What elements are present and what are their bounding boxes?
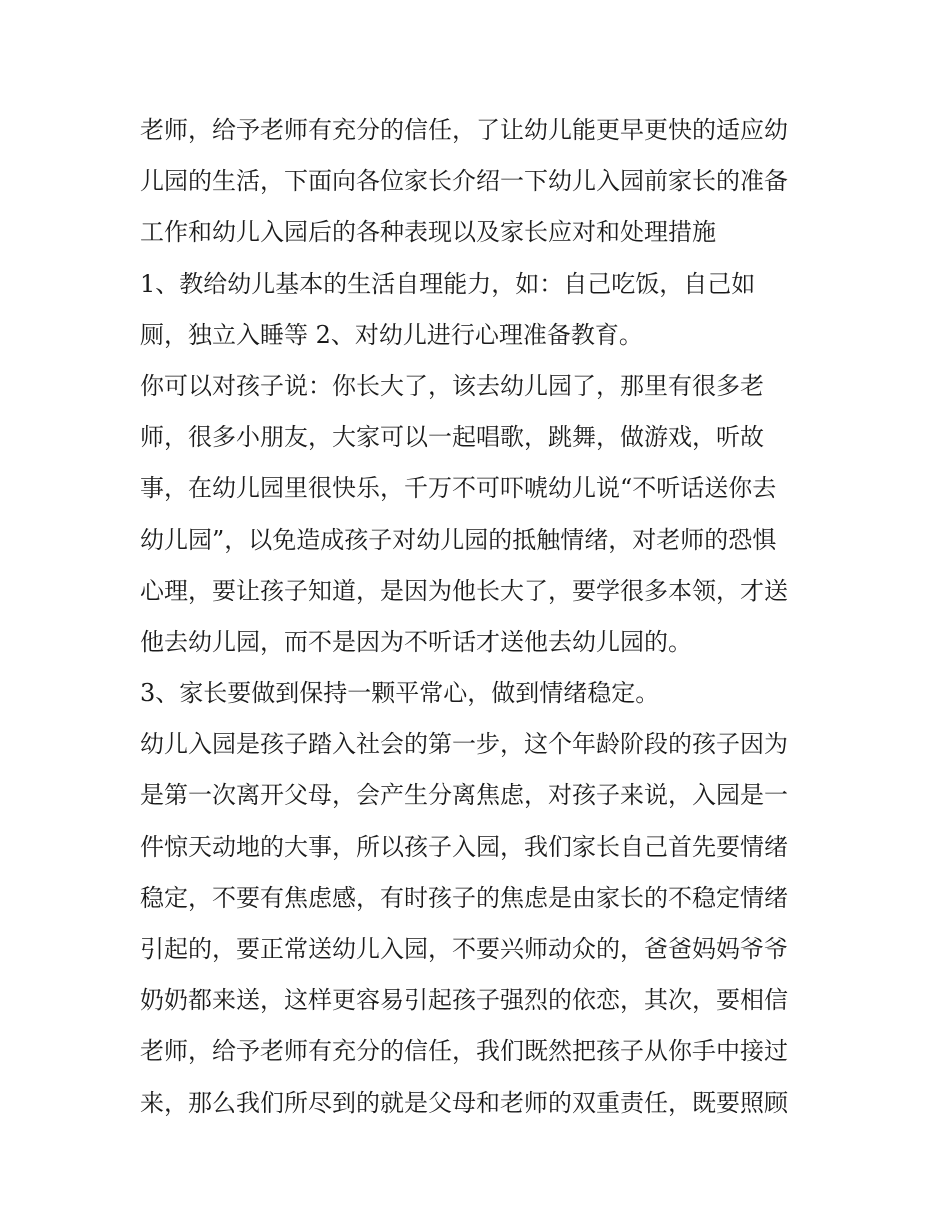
text-line: 来，那么我们所尽到的就是父母和老师的双重责任，既要照顾: [140, 1088, 788, 1117]
text-line: 引起的，要正常送幼儿入园，不要兴师动众的，爸爸妈妈爷爷: [140, 935, 788, 963]
text-line: 厕，独立入睡等 2、对幼儿进行心理准备教育。: [140, 320, 643, 349]
text-line: 你可以对孩子说：你长大了，该去幼儿园了，那里有很多老: [140, 371, 764, 400]
text-line: 幼儿园”，以免造成孩子对幼儿园的抵触情绪，对老师的恐惧: [140, 525, 777, 554]
text-line: 奶奶都来送，这样更容易引起孩子强烈的依恋，其次，要相信: [140, 986, 788, 1015]
text-line: 1、教给幼儿基本的生活自理能力，如：自己吃饭，自己如: [140, 269, 756, 298]
text-line: 心理，要让孩子知道，是因为他长大了，要学很多本领，才送: [140, 576, 788, 605]
text-line: 老师，给予老师有充分的信任，我们既然把孩子从你手中接过: [140, 1037, 788, 1066]
text-line: 儿园的生活，下面向各位家长介绍一下幼儿入园前家长的准备: [140, 167, 788, 196]
text-line: 是第一次离开父母，会产生分离焦虑，对孩子来说，入园是一: [140, 781, 788, 810]
text-line: 他去幼儿园，而不是因为不听话才送他去幼儿园的。: [140, 627, 692, 656]
text-line: 事，在幼儿园里很快乐，千万不可吓唬幼儿说“不听话送你去: [140, 474, 777, 503]
body-text: [140, 105, 820, 1129]
text-line: 3、家长要做到保持一颗平常心，做到情绪稳定。: [140, 679, 660, 708]
text-line: 件惊天动地的大事，所以孩子入园，我们家长自己首先要情绪: [140, 832, 788, 861]
text-line: 老师，给予老师有充分的信任，了让幼儿能更早更快的适应幼: [140, 116, 788, 144]
text-line: 师，很多小朋友，大家可以一起唱歌，跳舞，做游戏，听故: [140, 423, 764, 452]
text-line: 幼儿入园是孩子踏入社会的第一步，这个年龄阶段的孩子因为: [140, 730, 788, 759]
text-line: 工作和幼儿入园后的各种表现以及家长应对和处理措施: [140, 218, 716, 247]
text-line: 稳定，不要有焦虑感，有时孩子的焦虑是由家长的不稳定情绪: [140, 883, 788, 912]
